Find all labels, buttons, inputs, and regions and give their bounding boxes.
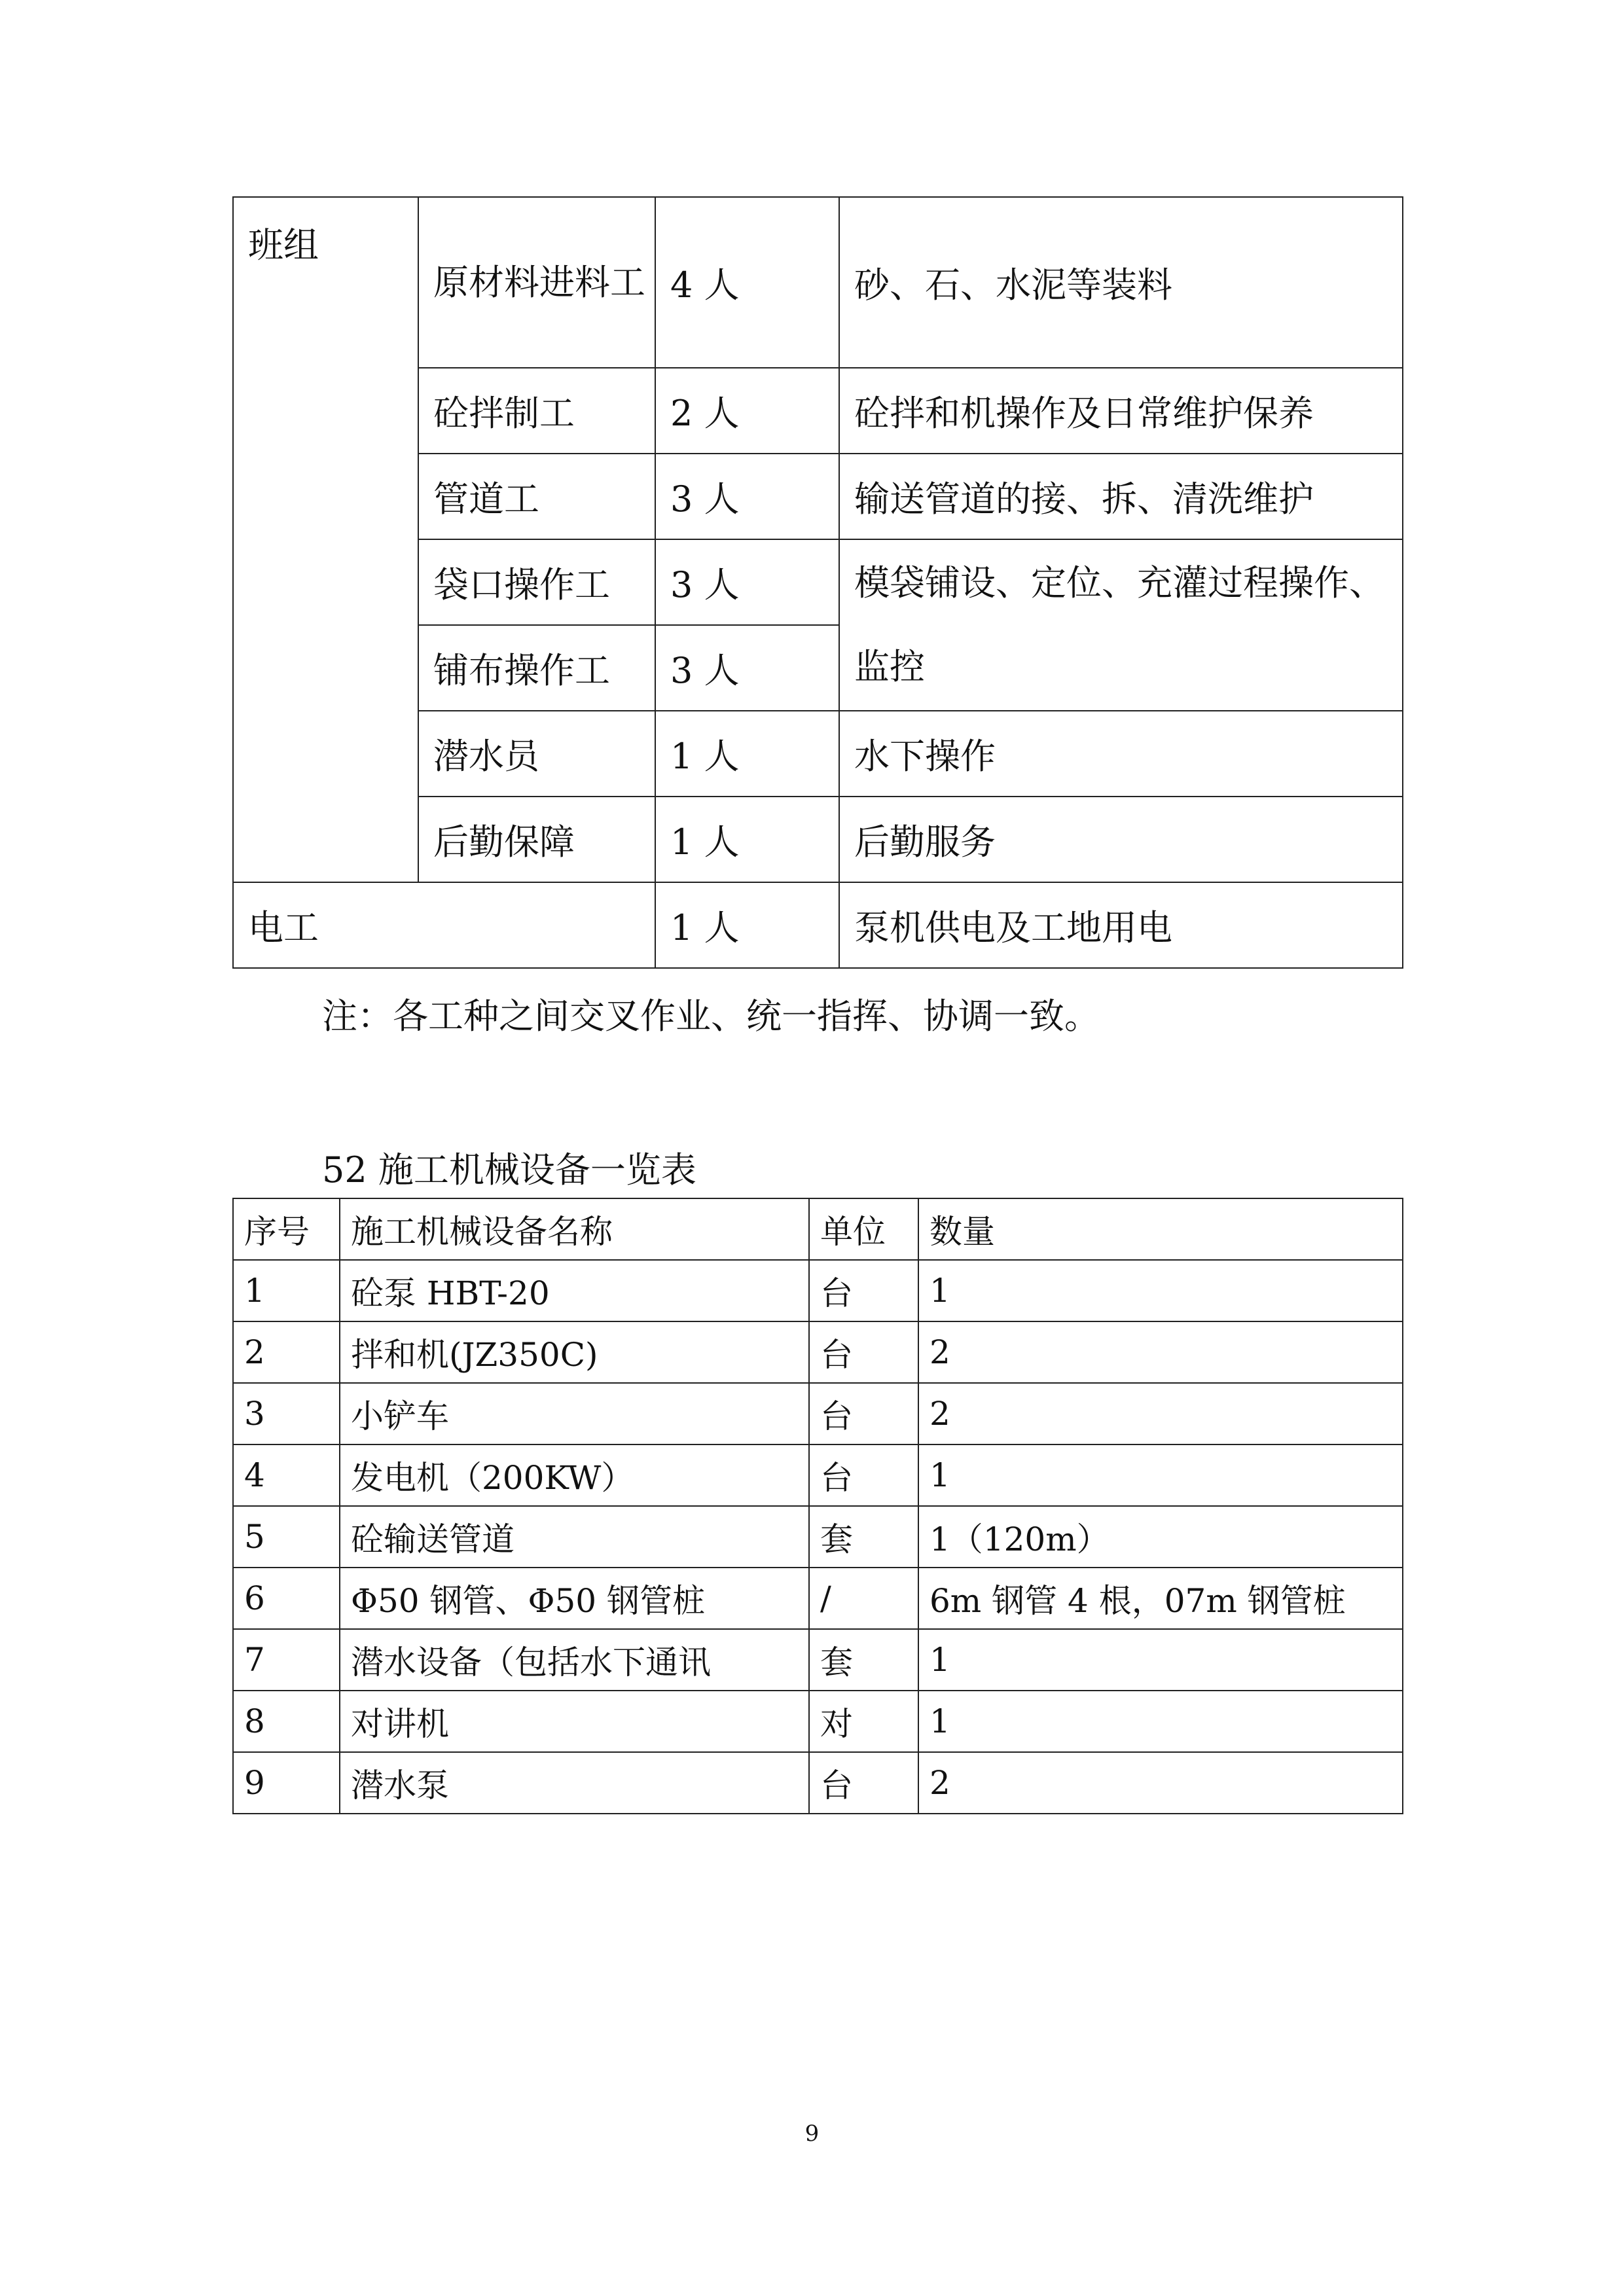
index-cell: 9	[233, 1752, 340, 1814]
duty-cell: 砂、石、水泥等装料	[839, 197, 1403, 368]
quantity-cell: 1	[918, 1691, 1403, 1752]
duty-cell: 泵机供电及工地用电	[839, 882, 1403, 968]
unit-cell: 台	[809, 1260, 918, 1321]
unit-cell: 套	[809, 1506, 918, 1568]
group-label-cell: 班组	[233, 197, 418, 882]
unit-cell: 套	[809, 1629, 918, 1691]
index-cell: 1	[233, 1260, 340, 1321]
index-cell: 2	[233, 1321, 340, 1383]
count-cell: 1 人	[655, 711, 839, 797]
equipment-name-cell: 潜水泵	[340, 1752, 809, 1814]
index-cell: 4	[233, 1444, 340, 1506]
equipment-name-cell: 小铲车	[340, 1383, 809, 1444]
table-row	[233, 1260, 1403, 1321]
index-cell: 7	[233, 1629, 340, 1691]
duty-cell: 后勤服务	[839, 797, 1403, 882]
role-cell: 砼拌制工	[418, 368, 655, 454]
table-row	[233, 1568, 1403, 1629]
table-header-row	[233, 1198, 1403, 1260]
equipment-name-cell: 发电机（200KW）	[340, 1444, 809, 1506]
equipment-name-cell: 对讲机	[340, 1691, 809, 1752]
quantity-cell: 1	[918, 1444, 1403, 1506]
unit-cell: /	[809, 1568, 918, 1629]
count-cell: 3 人	[655, 454, 839, 539]
header-cell: 单位	[809, 1198, 918, 1260]
quantity-cell: 2	[918, 1383, 1403, 1444]
role-cell: 电工	[233, 882, 655, 968]
duty-cell: 输送管道的接、拆、清洗维护	[839, 454, 1403, 539]
table-row	[233, 197, 1403, 368]
role-cell: 后勤保障	[418, 797, 655, 882]
unit-cell: 台	[809, 1444, 918, 1506]
count-cell: 4 人	[655, 197, 839, 368]
role-cell: 原材料进料工	[418, 197, 655, 368]
page-number: 9	[804, 2121, 820, 2147]
index-cell: 5	[233, 1506, 340, 1568]
count-cell: 1 人	[655, 882, 839, 968]
quantity-cell: 1	[918, 1629, 1403, 1691]
equipment-name-cell: 拌和机(JZ350C)	[340, 1321, 809, 1383]
equipment-name-cell: 潜水设备（包括水下通讯	[340, 1629, 809, 1691]
index-cell: 6	[233, 1568, 340, 1629]
count-cell: 3 人	[655, 625, 839, 711]
quantity-cell: 1	[918, 1260, 1403, 1321]
table-row	[233, 1444, 1403, 1506]
role-cell: 铺布操作工	[418, 625, 655, 711]
unit-cell: 台	[809, 1321, 918, 1383]
equipment-name-cell: 砼输送管道	[340, 1506, 809, 1568]
duty-cell: 模袋铺设、定位、充灌过程操作、监控	[839, 539, 1403, 711]
index-cell: 8	[233, 1691, 340, 1752]
table-row	[233, 1383, 1403, 1444]
staff-allocation-table	[232, 196, 1403, 969]
unit-cell: 对	[809, 1691, 918, 1752]
unit-cell: 台	[809, 1383, 918, 1444]
table-note: 注：各工种之间交叉作业、统一指挥、协调一致。	[322, 996, 1100, 1037]
duty-cell: 砼拌和机操作及日常维护保养	[839, 368, 1403, 454]
header-cell: 数量	[918, 1198, 1403, 1260]
equipment-name-cell: 砼泵 HBT-20	[340, 1260, 809, 1321]
quantity-cell: 2	[918, 1752, 1403, 1814]
table-row	[233, 1691, 1403, 1752]
header-cell: 序号	[233, 1198, 340, 1260]
header-cell: 施工机械设备名称	[340, 1198, 809, 1260]
table-row	[233, 1321, 1403, 1383]
quantity-cell: 1（120m）	[918, 1506, 1403, 1568]
table-row	[233, 1629, 1403, 1691]
count-cell: 1 人	[655, 797, 839, 882]
role-cell: 袋口操作工	[418, 539, 655, 625]
quantity-cell: 2	[918, 1321, 1403, 1383]
role-cell: 管道工	[418, 454, 655, 539]
role-cell: 潜水员	[418, 711, 655, 797]
table-row	[233, 1752, 1403, 1814]
index-cell: 3	[233, 1383, 340, 1444]
equipment-table	[232, 1198, 1403, 1814]
quantity-cell: 6m 钢管 4 根，07m 钢管桩	[918, 1568, 1403, 1629]
table-row	[233, 1506, 1403, 1568]
count-cell: 2 人	[655, 368, 839, 454]
table-row	[233, 882, 1403, 968]
unit-cell: 台	[809, 1752, 918, 1814]
duty-cell: 水下操作	[839, 711, 1403, 797]
equipment-table-title: 52 施工机械设备一览表	[322, 1149, 696, 1191]
equipment-name-cell: Φ50 钢管、Φ50 钢管桩	[340, 1568, 809, 1629]
count-cell: 3 人	[655, 539, 839, 625]
